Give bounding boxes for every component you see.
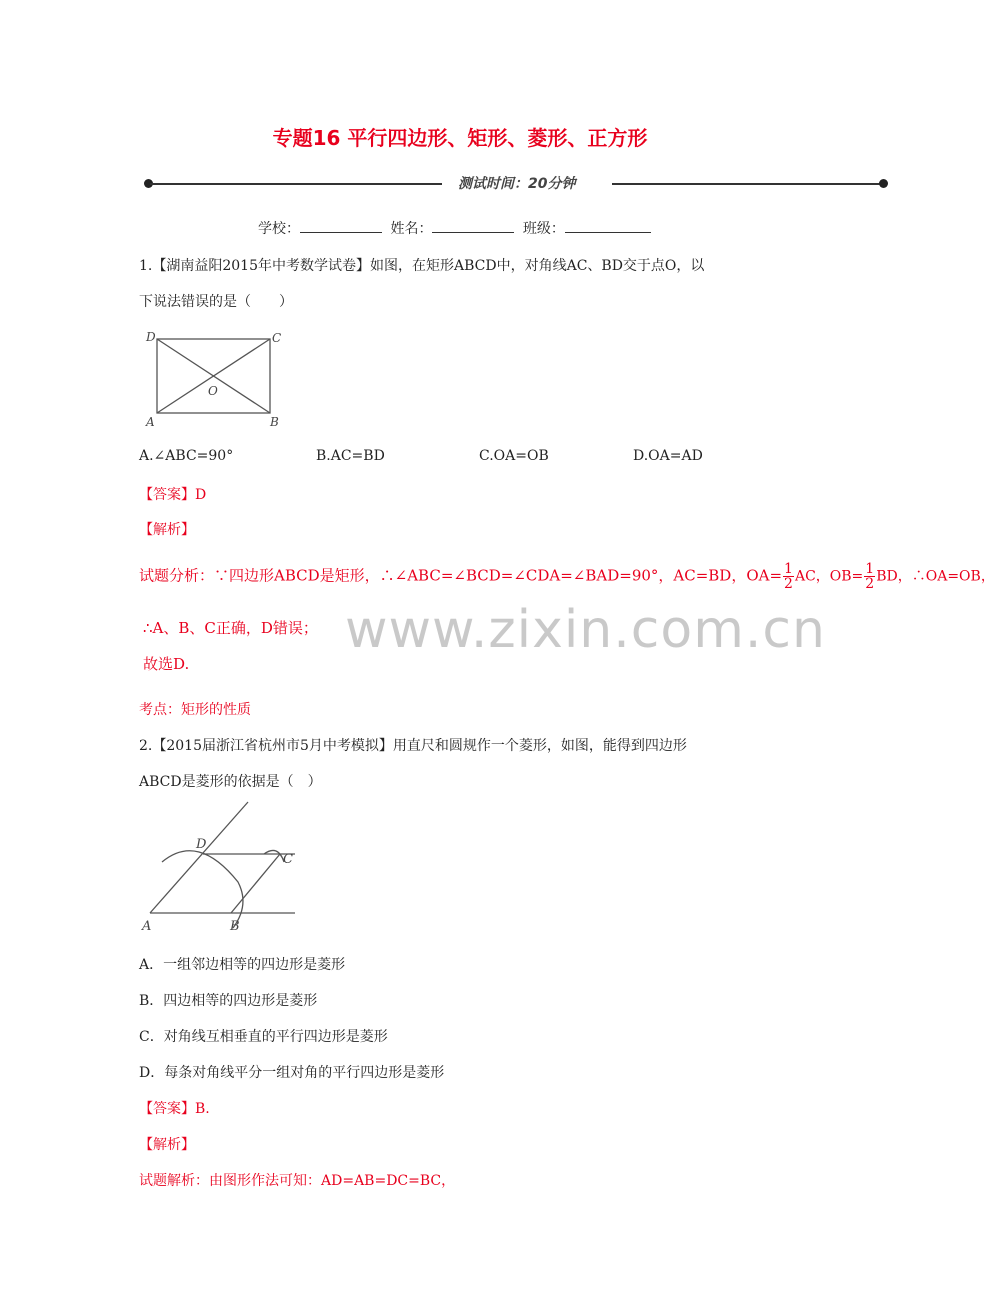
fraction-half-2 [864,562,875,591]
frac-num: 1 [784,561,793,577]
frac-den: 2 [865,576,875,592]
label-b: B [230,919,240,934]
class-blank[interactable] [565,218,651,233]
q1-line1: 1.【湖南益阳2015年中考数学试卷】如图，在矩形ABCD中，对角线AC、BD交于点O，以 [139,258,705,274]
q2-line2: ABCD是菱形的依据是（ ） [139,774,322,790]
q2-line1: 2.【2015届浙江省杭州市5月中考模拟】用直尺和圆规作一个菱形，如图，能得到四边形 [139,738,687,754]
page-title: 专题16 平行四边形、矩形、菱形、正方形 [272,126,648,150]
q2-analysis: 试题解析：由图形作法可知：AD=AB=DC=BC， [139,1173,456,1189]
label-a: A [142,919,152,934]
fraction-half-1 [783,562,794,591]
label-c: C [283,852,293,867]
q2-option-b[interactable]: B．四边相等的四边形是菱形 [139,993,318,1009]
student-info [258,218,651,238]
q1-analysis-line1 [139,562,995,591]
watermark: www.zixin.com.cn [345,600,826,660]
q1-answer: 【答案】D [139,487,207,503]
q1-analysis-part1: 试题分析：∵四边形ABCD是矩形，∴∠ABC=∠BCD=∠CDA=∠BAD=90°，AC=BD，OA= [139,566,783,585]
q1-rectangle-figure [140,325,290,435]
rule-line-right [612,183,882,185]
ray-ad [150,802,248,913]
q1-option-a[interactable]: A.∠ABC=90° [139,448,234,464]
q1-analysis-head: 【解析】 [139,522,195,538]
name-label: 姓名： [390,221,433,237]
test-time: 测试时间：20分钟 [458,176,576,192]
frac-num: 1 [865,561,875,577]
q2-option-c[interactable]: C．对角线互相垂直的平行四边形是菱形 [139,1029,388,1045]
q1-kaodian: 考点：矩形的性质 [139,702,251,718]
label-d: D [196,837,207,852]
q2-answer: 【答案】B. [139,1101,210,1117]
q1-option-b[interactable]: B.AC=BD [316,448,385,464]
label-c: C [272,331,282,345]
q1-line2: 下说法错误的是（ ） [139,294,293,310]
q2-option-a[interactable]: A．一组邻边相等的四边形是菱形 [139,957,346,973]
label-d: D [146,330,156,344]
q2-option-d[interactable]: D．每条对角线平分一组对角的平行四边形是菱形 [139,1065,445,1081]
label-o: O [208,384,218,398]
label-b: B [270,415,279,429]
school-label: 学校： [258,221,300,237]
rule-dot-right [879,179,888,188]
frac-den: 2 [784,576,793,592]
q1-analysis-part2: AC，OB= [794,568,864,585]
q1-option-c[interactable]: C.OA=OB [479,448,549,464]
class-label: 班级： [522,221,565,237]
q1-analysis-part3: BD，∴OA=OB， [876,568,995,585]
rule-line-left [150,183,442,185]
arc-db [162,851,243,928]
q2-analysis-head: 【解析】 [139,1137,195,1153]
q1-analysis-line2: ∴A、B、C正确，D错误； [143,619,318,637]
q1-analysis-line3: 故选D. [143,655,190,673]
label-a: A [146,415,155,429]
q1-option-d[interactable]: D.OA=AD [633,448,703,464]
q2-rhombus-figure [138,800,308,935]
school-blank[interactable] [300,218,382,233]
name-blank[interactable] [432,218,514,233]
